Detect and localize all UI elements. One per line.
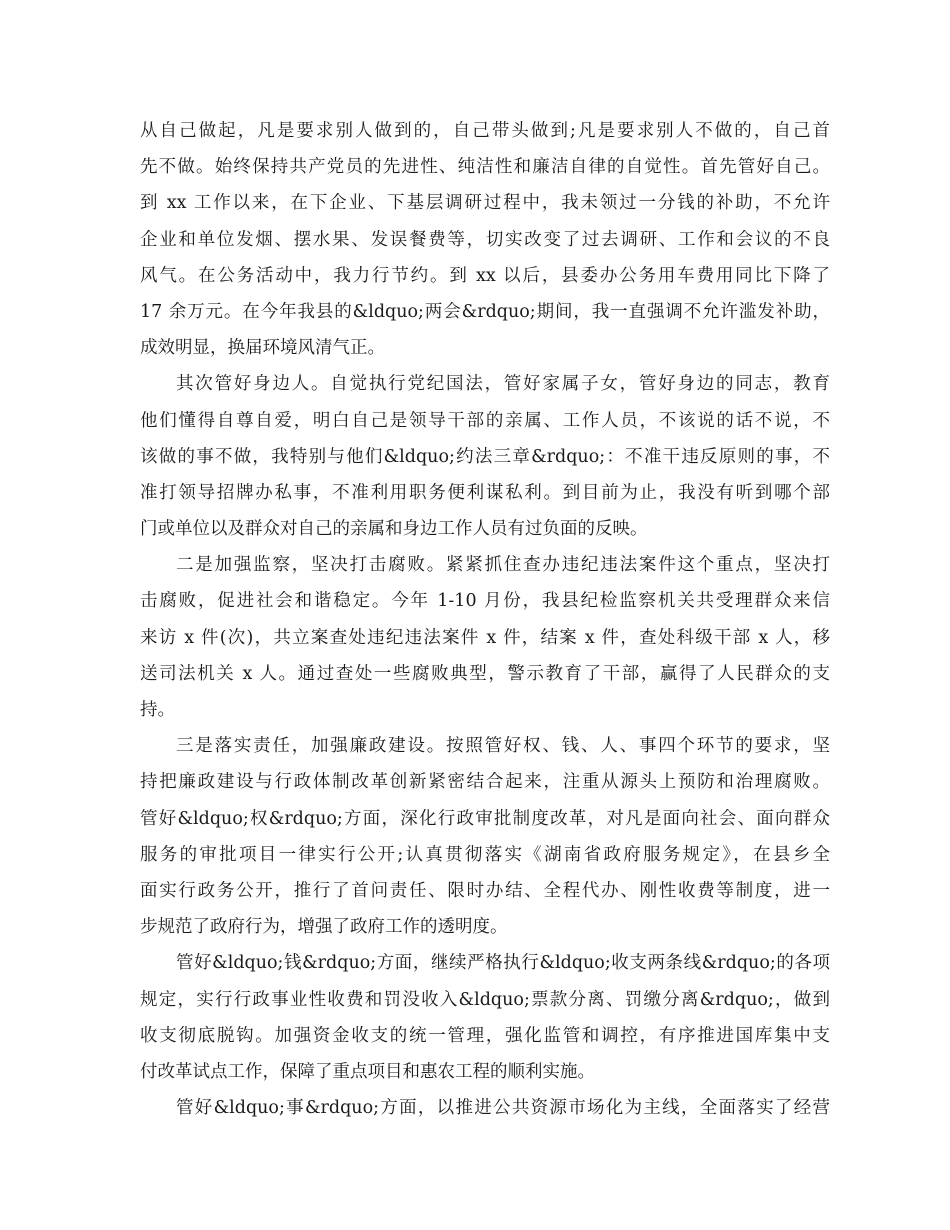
text-line: 准打领导招牌办私事，不准利用职务便利谋私利。到目前为止，我没有听到哪个部 <box>140 482 830 503</box>
text-line: 来访 x 件(次)，共立案查处违纪违法案件 x 件，结案 x 件，查处科级干部 x 人，移 <box>140 627 830 648</box>
text-line: 送司法机关 x 人。通过查处一些腐败典型，警示教育了干部，赢得了人民群众的支 <box>140 663 830 684</box>
text-line: 到 xx 工作以来，在下企业、下基层调研过程中，我未领过一分钱的补助，不允许 <box>140 193 830 214</box>
text-line: 击腐败，促进社会和谐稳定。今年 1-10 月份，我县纪检监察机关共受理群众来信 <box>140 591 830 612</box>
text-line: 17 余万元。在今年我县的&ldquo;两会&rdquo;期间，我一直强调不允许滥发补助， <box>140 301 830 322</box>
text-line: 风气。在公务活动中，我力行节约。到 xx 以后，县委办公务用车费用同比下降了 <box>140 265 830 286</box>
document-body <box>140 113 830 1126</box>
text-line: 二是加强监察，坚决打击腐败。紧紧抓住查办违纪违法案件这个重点，坚决打 <box>176 555 830 576</box>
text-line: 规定，实行行政事业性收费和罚没收入&ldquo;票款分离、罚缴分离&rdquo;，做到 <box>140 989 830 1010</box>
text-line: 先不做。始终保持共产党员的先进性、纯洁性和廉洁自律的自觉性。首先管好自己。 <box>140 157 830 178</box>
text-line: 企业和单位发烟、摆水果、发误餐费等，切实改变了过去调研、工作和会议的不良 <box>140 229 830 250</box>
text-line: 持把廉政建设与行政体制改革创新紧密结合起来，注重从源头上预防和治理腐败。 <box>140 772 830 793</box>
text-line: 管好&ldquo;事&rdquo;方面，以推进公共资源市场化为主线，全面落实了经营 <box>176 1098 830 1119</box>
text-line: 他们懂得自尊自爱，明白自己是领导干部的亲属、工作人员，不该说的话不说，不 <box>140 410 830 431</box>
text-line: 持。 <box>140 700 175 720</box>
text-line: 步规范了政府行为，增强了政府工作的透明度。 <box>140 917 508 938</box>
text-line: 收支彻底脱钩。加强资金收支的统一管理，强化监管和调控，有序推进国库集中支 <box>140 1025 830 1046</box>
text-line: 管好&ldquo;权&rdquo;方面，深化行政审批制度改革，对凡是面向社会、面向群众 <box>140 808 830 829</box>
text-line: 成效明显，换届环境风清气正。 <box>140 338 385 359</box>
text-line: 服务的审批项目一律实行公开;认真贯彻落实《湖南省政府服务规定》，在县乡全 <box>140 844 830 865</box>
text-line: 三是落实责任，加强廉政建设。按照管好权、钱、人、事四个环节的要求，坚 <box>176 736 830 757</box>
text-line: 管好&ldquo;钱&rdquo;方面，继续严格执行&ldquo;收支两条线&rdquo;的各项 <box>176 953 830 974</box>
text-line: 面实行政务公开，推行了首问责任、限时办结、全程代办、刚性收费等制度，进一 <box>140 880 830 901</box>
text-line: 门或单位以及群众对自己的亲属和身边工作人员有过负面的反映。 <box>140 519 648 540</box>
text-line: 该做的事不做，我特别与他们&ldquo;约法三章&rdquo;：不准干违反原则的事，不 <box>140 446 830 467</box>
text-line: 从自己做起，凡是要求别人做到的，自己带头做到;凡是要求别人不做的，自己首 <box>140 121 830 141</box>
text-line: 付改革试点工作，保障了重点项目和惠农工程的顺利实施。 <box>140 1061 595 1082</box>
text-line: 其次管好身边人。自觉执行党纪国法，管好家属子女，管好身边的同志，教育 <box>176 374 830 395</box>
